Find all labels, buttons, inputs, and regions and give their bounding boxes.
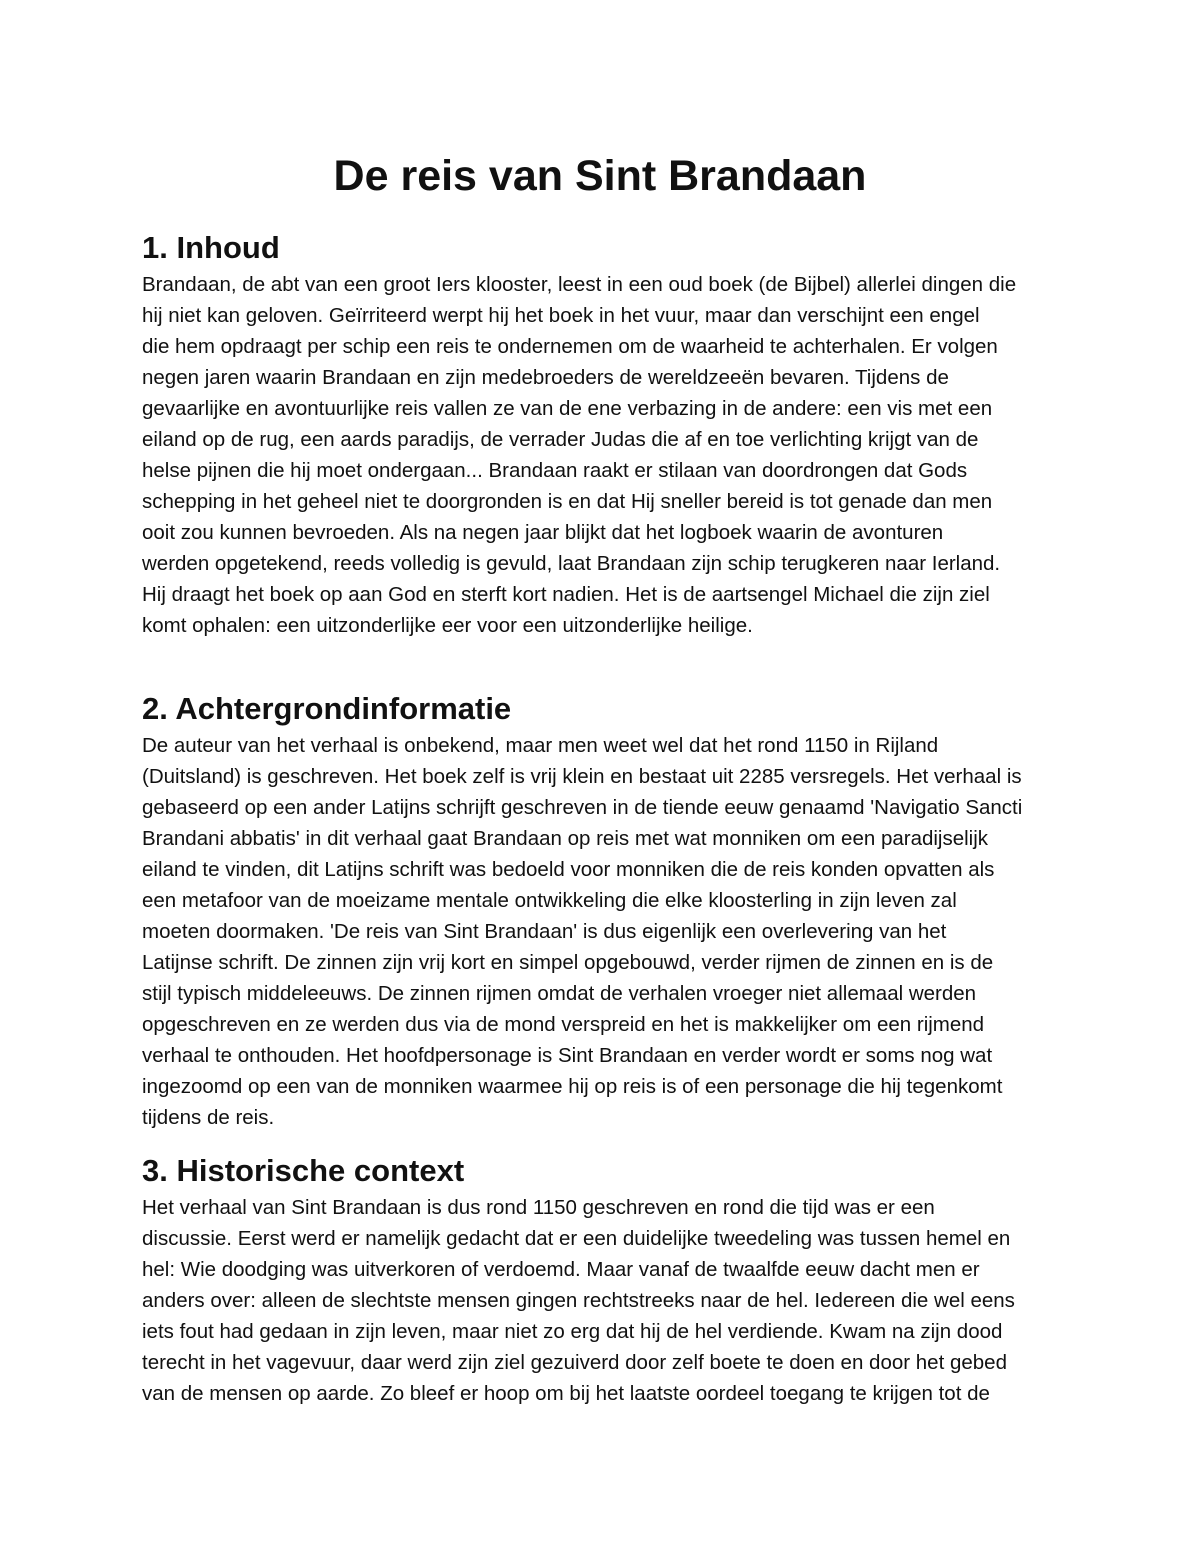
body-line: iets fout had gedaan in zijn leven, maar niet zo erg dat hij de hel verdiende. Kwam na zijn dood: [142, 1320, 1003, 1343]
body-line: werden opgetekend, reeds volledig is gevuld, laat Brandaan zijn schip terugkeren naar Ierland.: [142, 552, 1001, 575]
section-body: [142, 269, 1062, 641]
body-line: eiland te vinden, dit Latijns schrift was bedoeld voor monniken die de reis konden opvatten als: [142, 858, 995, 881]
section-body: [142, 1192, 1062, 1409]
body-line: van de mensen op aarde. Zo bleef er hoop om bij het laatste oordeel toegang te krijgen tot de: [142, 1382, 990, 1405]
body-line: stijl typisch middeleeuws. De zinnen rijmen omdat de verhalen vroeger niet allemaal werden: [142, 982, 977, 1005]
body-line: negen jaren waarin Brandaan en zijn medebroeders de wereldzeeën bevaren. Tijdens de: [142, 366, 949, 389]
body-line: discussie. Eerst werd er namelijk gedacht dat er een duidelijke tweedeling was tussen hemel en: [142, 1227, 1011, 1250]
document-title: De reis van Sint Brandaan: [333, 152, 867, 200]
body-line: komt ophalen: een uitzonderlijke eer voor een uitzonderlijke heilige.: [142, 614, 753, 637]
section-historische-context: [142, 1150, 1062, 1409]
section-body: [142, 730, 1062, 1133]
body-line: Het verhaal van Sint Brandaan is dus rond 1150 geschreven en rond die tijd was er een: [142, 1196, 935, 1219]
body-line: gebaseerd op een ander Latijns schrijft geschreven in de tiende eeuw genaamd 'Navigatio Sancti: [142, 796, 1023, 819]
body-line: (Duitsland) is geschreven. Het boek zelf is vrij klein en bestaat uit 2285 versregels. Het verhaal is: [142, 765, 1022, 788]
body-line: anders over: alleen de slechtste mensen gingen rechtstreeks naar de hel. Iedereen die wel eens: [142, 1289, 1015, 1312]
body-line: gevaarlijke en avontuurlijke reis vallen ze van de ene verbazing in de andere: een vis met een: [142, 397, 993, 420]
body-line: opgeschreven en ze werden dus via de mond verspreid en het is makkelijker om een rijmend: [142, 1013, 985, 1036]
body-line: eiland op de rug, een aards paradijs, de verrader Judas die af en toe verlichting krijgt van de: [142, 428, 979, 451]
body-line: terecht in het vagevuur, daar werd zijn ziel gezuiverd door zelf boete te doen en door het gebed: [142, 1351, 1007, 1374]
section-inhoud: [142, 227, 1062, 641]
body-line: Hij draagt het boek op aan God en sterft kort nadien. Het is de aartsengel Michael die zijn ziel: [142, 583, 990, 606]
body-line: Latijnse schrift. De zinnen zijn vrij kort en simpel opgebouwd, verder rijmen de zinnen en is de: [142, 951, 994, 974]
body-line: die hem opdraagt per schip een reis te ondernemen om de waarheid te achterhalen. Er volgen: [142, 335, 998, 358]
body-line: moeten doormaken. 'De reis van Sint Brandaan' is dus eigenlijk een overlevering van het: [142, 920, 947, 943]
body-line: tijdens de reis.: [142, 1106, 275, 1129]
body-line: De auteur van het verhaal is onbekend, maar men weet wel dat het rond 1150 in Rijland: [142, 734, 939, 757]
section-achtergrondinformatie: [142, 688, 1062, 1133]
body-line: verhaal te onthouden. Het hoofdpersonage is Sint Brandaan en verder wordt er soms nog wat: [142, 1044, 993, 1067]
body-line: Brandaan, de abt van een groot Iers klooster, leest in een oud boek (de Bijbel) allerlei dingen die: [142, 273, 1017, 296]
body-line: ooit zou kunnen bevroeden. Als na negen jaar blijkt dat het logboek waarin de avonturen: [142, 521, 944, 544]
section-heading: 3. Historische context: [142, 1153, 465, 1188]
body-line: een metafoor van de moeizame mentale ontwikkeling die elke kloosterling in zijn leven zal: [142, 889, 957, 912]
body-line: helse pijnen die hij moet ondergaan... Brandaan raakt er stilaan van doordrongen dat Gods: [142, 459, 968, 482]
section-heading: 2. Achtergrondinformatie: [142, 691, 512, 726]
section-heading: 1. Inhoud: [142, 230, 280, 265]
body-line: Brandani abbatis' in dit verhaal gaat Brandaan op reis met wat monniken om een paradijselijk: [142, 827, 989, 850]
body-line: hij niet kan geloven. Geïrriteerd werpt hij het boek in het vuur, maar dan verschijnt een engel: [142, 304, 980, 327]
body-line: ingezoomd op een van de monniken waarmee hij op reis is of een personage die hij tegenkomt: [142, 1075, 1003, 1098]
body-line: hel: Wie doodging was uitverkoren of verdoemd. Maar vanaf de twaalfde eeuw dacht men er: [142, 1258, 980, 1281]
body-line: schepping in het geheel niet te doorgronden is en dat Hij sneller bereid is tot genade dan men: [142, 490, 993, 513]
